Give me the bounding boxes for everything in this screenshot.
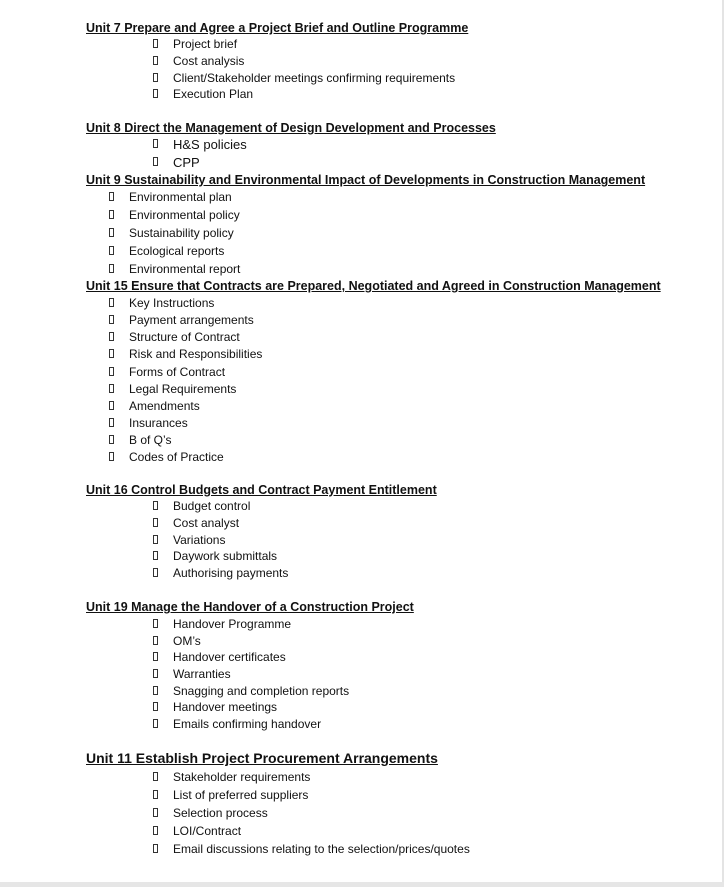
list-item-label: H&S policies [173,137,247,152]
bullet-box-icon [153,139,158,148]
list-item-label: LOI/Contract [173,824,242,838]
bullet-box-icon [153,669,158,678]
section-heading: Unit 9 Sustainability and Environmental Impact of Developments in Construction Management [86,173,646,187]
bullet-box-icon [153,619,158,628]
list-item-label: List of preferred suppliers [173,788,309,802]
bullet-box-icon [109,332,114,341]
list-item-label: Environmental policy [129,208,240,222]
bullet-box-icon [153,73,158,82]
bullet-box-icon [109,452,114,461]
bullet-box-icon [153,157,158,166]
list-item-label: Insurances [129,416,188,430]
list-item-label: Payment arrangements [129,313,254,327]
bullet-box-icon [153,518,158,527]
list-item-label: Emails confirming handover [173,717,322,731]
bullet-box-icon [109,401,114,410]
list-item-label: Variations [173,533,226,547]
bullet-box-icon [153,551,158,560]
list-item-label: Handover certificates [173,650,286,664]
bullet-box-icon [109,384,114,393]
list-item-label: Risk and Responsibilities [129,347,263,361]
list-item-label: CPP [173,155,200,170]
bullet-box-icon [109,418,114,427]
list-item-label: Amendments [129,399,200,413]
section-heading: Unit 15 Ensure that Contracts are Prepared, Negotiated and Agreed in Construction Management [86,279,661,293]
list-item-label: Ecological reports [129,244,225,258]
bullet-box-icon [153,844,158,853]
list-item-label: B of Q’s [129,433,172,447]
bullet-box-icon [109,210,114,219]
bullet-box-icon [153,808,158,817]
list-item-label: Stakeholder requirements [173,770,311,784]
list-item-label: Cost analyst [173,516,240,530]
section-heading: Unit 7 Prepare and Agree a Project Brief and Outline Programme [86,21,469,35]
bullet-box-icon [153,568,158,577]
bullet-box-icon [153,39,158,48]
bullet-box-icon [109,246,114,255]
list-item-label: Email discussions relating to the selection/prices/quotes [173,842,470,856]
list-item-label: Environmental report [129,262,241,276]
bullet-box-icon [109,228,114,237]
list-item-label: Client/Stakeholder meetings confirming requirements [173,71,456,85]
list-item-label: Project brief [173,37,238,51]
bottom-scroll-area[interactable] [0,882,724,887]
list-item-label: Budget control [173,499,251,513]
bullet-box-icon [153,636,158,645]
section-heading: Unit 8 Direct the Management of Design Development and Processes [86,121,496,135]
bullet-box-icon [109,264,114,273]
list-item-label: Key Instructions [129,296,215,310]
bullet-box-icon [109,349,114,358]
list-item-label: Snagging and completion reports [173,684,350,698]
list-item-label: Forms of Contract [129,365,226,379]
bullet-box-icon [109,315,114,324]
section-heading: Unit 16 Control Budgets and Contract Payment Entitlement [86,483,437,497]
bullet-box-icon [153,772,158,781]
bullet-box-icon [109,298,114,307]
list-item-label: Handover meetings [173,700,278,714]
bullet-box-icon [153,826,158,835]
list-item-label: Authorising payments [173,566,289,580]
bullet-box-icon [109,435,114,444]
bullet-box-icon [153,686,158,695]
list-item-label: Sustainability policy [129,226,234,240]
bullet-box-icon [153,535,158,544]
bullet-box-icon [153,719,158,728]
bullet-box-icon [109,367,114,376]
list-item-label: Codes of Practice [129,450,224,464]
bullet-box-icon [153,790,158,799]
bullet-box-icon [153,652,158,661]
bullet-box-icon [153,56,158,65]
list-item-label: Warranties [173,667,231,681]
section-heading: Unit 11 Establish Project Procurement Arrangements [86,750,438,766]
list-item-label: Structure of Contract [129,330,240,344]
list-item-label: Cost analysis [173,54,245,68]
list-item-label: OM’s [173,634,201,648]
list-item-label: Legal Requirements [129,382,237,396]
list-item-label: Handover Programme [173,617,292,631]
bullet-box-icon [109,192,114,201]
list-item-label: Daywork submittals [173,549,278,563]
list-item-label: Environmental plan [129,190,232,204]
bullet-box-icon [153,501,158,510]
list-item-label: Selection process [173,806,268,820]
list-item-label: Execution Plan [173,87,254,101]
bullet-box-icon [153,702,158,711]
section-heading: Unit 19 Manage the Handover of a Construction Project [86,600,414,614]
bullet-box-icon [153,89,158,98]
